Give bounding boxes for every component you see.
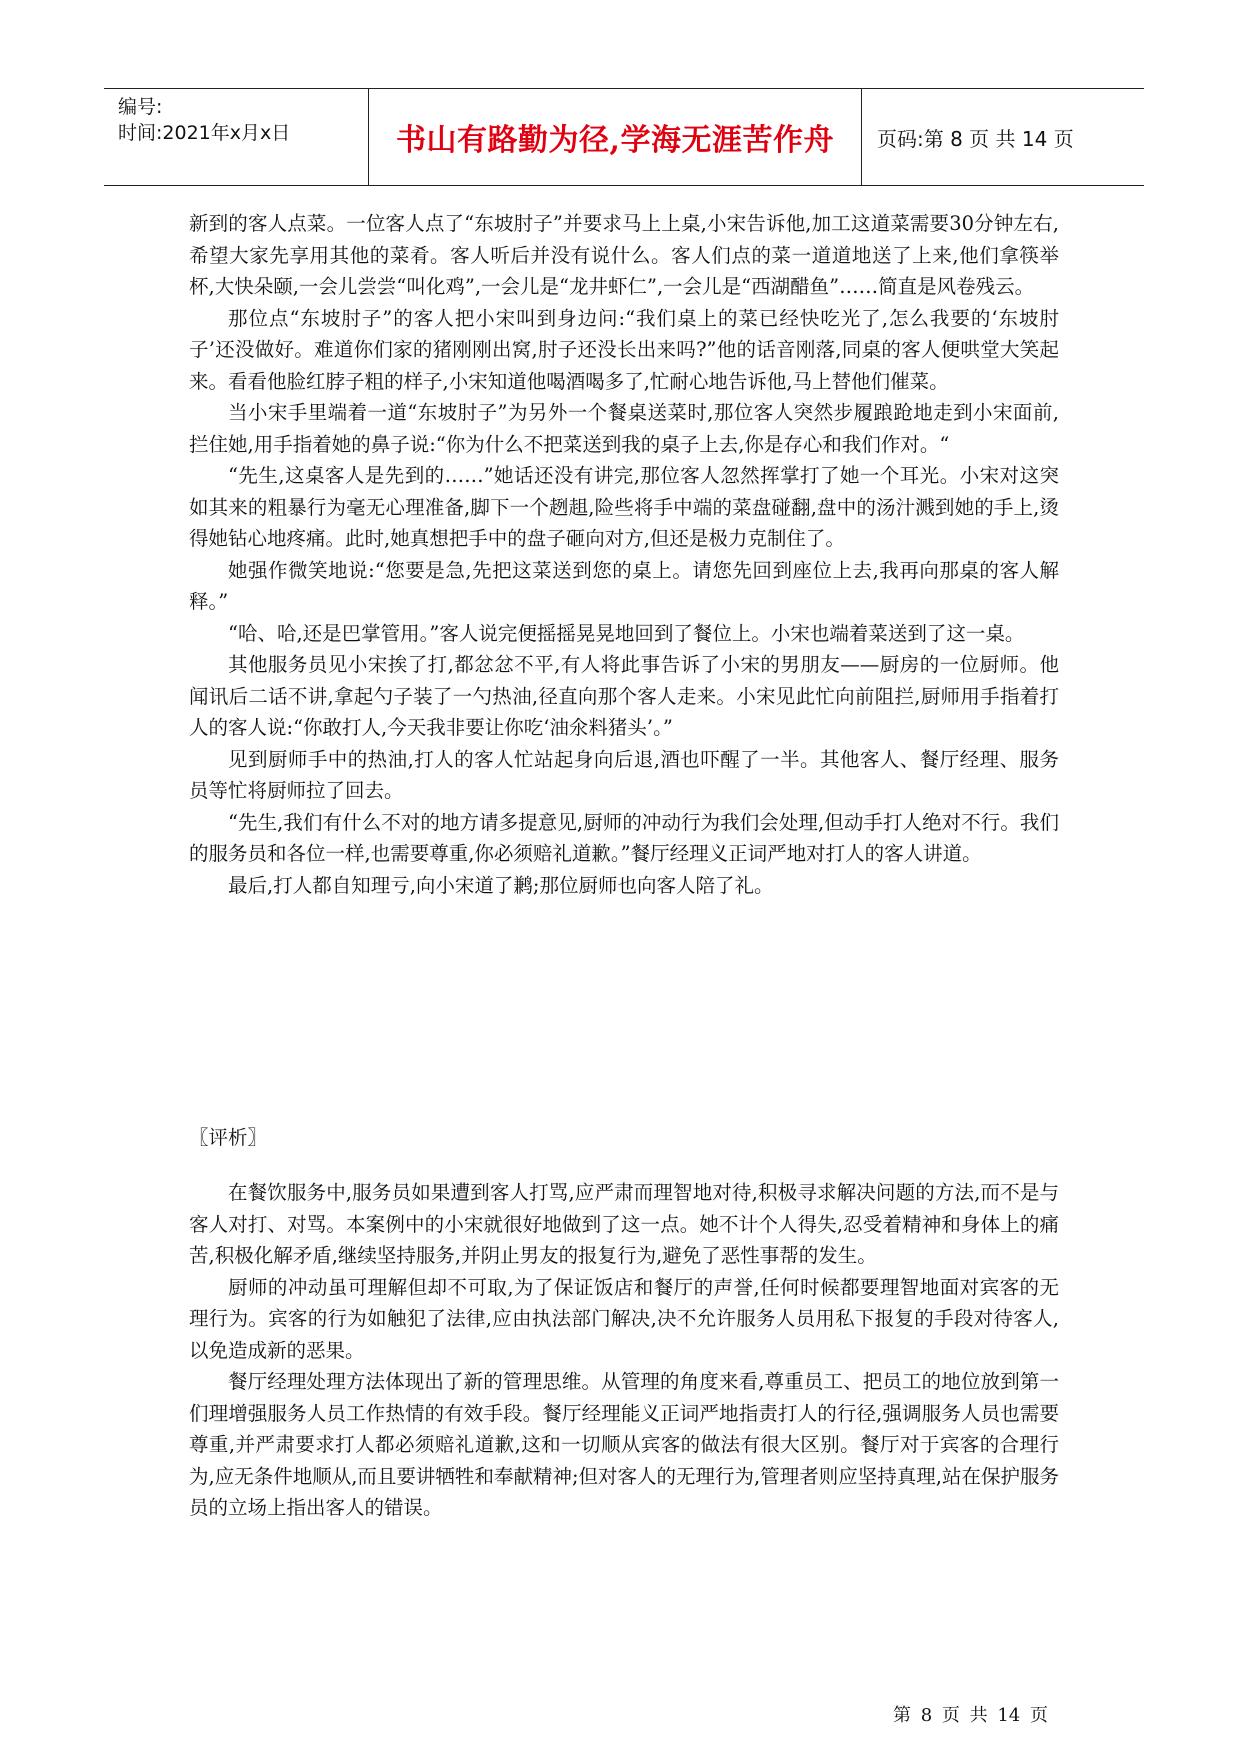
story-body [189, 208, 1059, 901]
story-paragraph: 见到厨师手中的热油,打人的客人忙站起身向后退,酒也吓醒了一半。其他客人、餐厅经理、服务员等忙将厨师拉了回去。 [189, 747, 1059, 802]
story-paragraph: 那位点“东坡肘子”的客人把小宋叫到身边问:“我们桌上的菜已经快吃光了,怎么我要的‘东坡肘子’还没做好。难道你们家的猪刚刚出窝,肘子还没长出来吗?”他的话音刚落,同桌的客人便哄堂大笑起来。看看他脸红脖子粗的样子,小宋知道他喝酒喝多了,忙耐心地告诉他,马上替他们催菜。 [189, 306, 1059, 393]
analysis-paragraph: 厨师的冲动虽可理解但却不可取,为了保证饭店和餐厅的声誉,任何时候都要理智地面对宾客的无理行为。宾客的行为如触犯了法律,应由执法部门解决,决不允许服务人员用私下报复的手段对待客人,以免造成新的恶果。 [189, 1275, 1059, 1362]
header-meta [104, 89, 367, 185]
story-paragraph: “先生,这桌客人是先到的……”她话还没有讲完,那位客人忽然挥掌打了她一个耳光。小宋对这突如其来的粗暴行为毫无心理准备,脚下一个趔趄,险些将手中端的菜盘碰翻,盘中的汤汁溅到她的手上,烫得她钻心地疼痛。此时,她真想把手中的盘子砸向对方,但还是极力克制住了。 [189, 464, 1059, 550]
analysis-body [189, 1177, 1059, 1524]
header-motto-cell [368, 89, 862, 185]
header-page-cell [861, 89, 1144, 185]
analysis-paragraph: 餐厅经理处理方法体现出了新的管理思维。从管理的角度来看,尊重员工、把员工的地位放到第一们理增强服务人员工作热情的有效手段。餐厅经理能义正词严地指责打人的行径,强调服务人员也需要尊重,并严肃要求打人都必须赔礼道歉,这和一切顺从宾客的做法有很大区别。餐厅对于宾客的合理行为,应无条件地顺从,而且要讲牺牲和奉献精神;但对客人的无理行为,管理者则应坚持真理,站在保护服务员的立场上指出客人的错误。 [189, 1370, 1059, 1519]
story-paragraph: “哈、哈,还是巴掌管用。”客人说完便摇摇晃晃地回到了餐位上。小宋也端着菜送到了这一桌。 [228, 621, 1025, 645]
analysis-heading: 〖评析〗 [189, 1126, 268, 1149]
story-paragraph: 她强作微笑地说:“您要是急,先把这菜送到您的桌上。请您先回到座位上去,我再向那桌的客人解释。” [189, 558, 1059, 613]
header-page-label: 页码:第 8 页 共 14 页 [877, 126, 1074, 151]
document-time-label: 时间:2021年x月x日 [118, 122, 291, 144]
analysis-paragraph: 在餐饮服务中,服务员如果遭到客人打骂,应严肃而理智地对待,积极寻求解决问题的方法,而不是与客人对打、对骂。本案例中的小宋就很好地做到了这一点。她不计个人得失,忍受着精神和身体上的痛苦,积极化解矛盾,继续坚持服务,并阴止男友的报复行为,避免了恶性事帮的发生。 [189, 1181, 1059, 1267]
story-paragraph: 当小宋手里端着一道“东坡肘子”为另外一个餐桌送菜时,那位客人突然步履踉跄地走到小宋面前,拦住她,用手指着她的鼻子说:“你为什么不把菜送到我的桌子上去,你是存心和我们作对。“ [189, 401, 1059, 456]
story-paragraph: 其他服务员见小宋挨了打,都忿忿不平,有人将此事告诉了小宋的男朋友——厨房的一位厨师。他闻讯后二话不讲,拿起勺子装了一勺热油,径直向那个客人走来。小宋见此忙向前阻拦,厨师用手指着打人的客人说:“你敢打人,今天我非要让你吃‘油氽料猪头’。” [189, 653, 1059, 739]
header-motto: 书山有路勤为径,学海无涯苦作舟 [396, 123, 834, 158]
page-header [104, 88, 1144, 186]
document-number-label: 编号: [118, 96, 163, 118]
story-paragraph: 新到的客人点菜。一位客人点了“东坡肘子”并要求马上上桌,小宋告诉他,加工这道菜需要30分钟左右,希望大家先享用其他的菜肴。客人听后并没有说什么。客人们点的菜一道道地送了上来,他们拿筷举杯,大快朵颐,一会儿尝尝“叫化鸡”,一会儿是“龙井虾仁”,一会儿是“西湖醋鱼”……简直是风卷残云。 [189, 212, 1059, 298]
page-footer: 第 8 页 共 14 页 [893, 1705, 1048, 1726]
story-paragraph: “先生,我们有什么不对的地方请多提意见,厨师的冲动行为我们会处理,但动手打人绝对不行。我们的服务员和各位一样,也需要尊重,你必须赔礼道歉。”餐厅经理义正词严地对打人的客人讲道。 [189, 810, 1059, 865]
story-paragraph: 最后,打人都自知理亏,向小宋道了鹣;那位厨师也向客人陪了礼。 [228, 873, 774, 897]
